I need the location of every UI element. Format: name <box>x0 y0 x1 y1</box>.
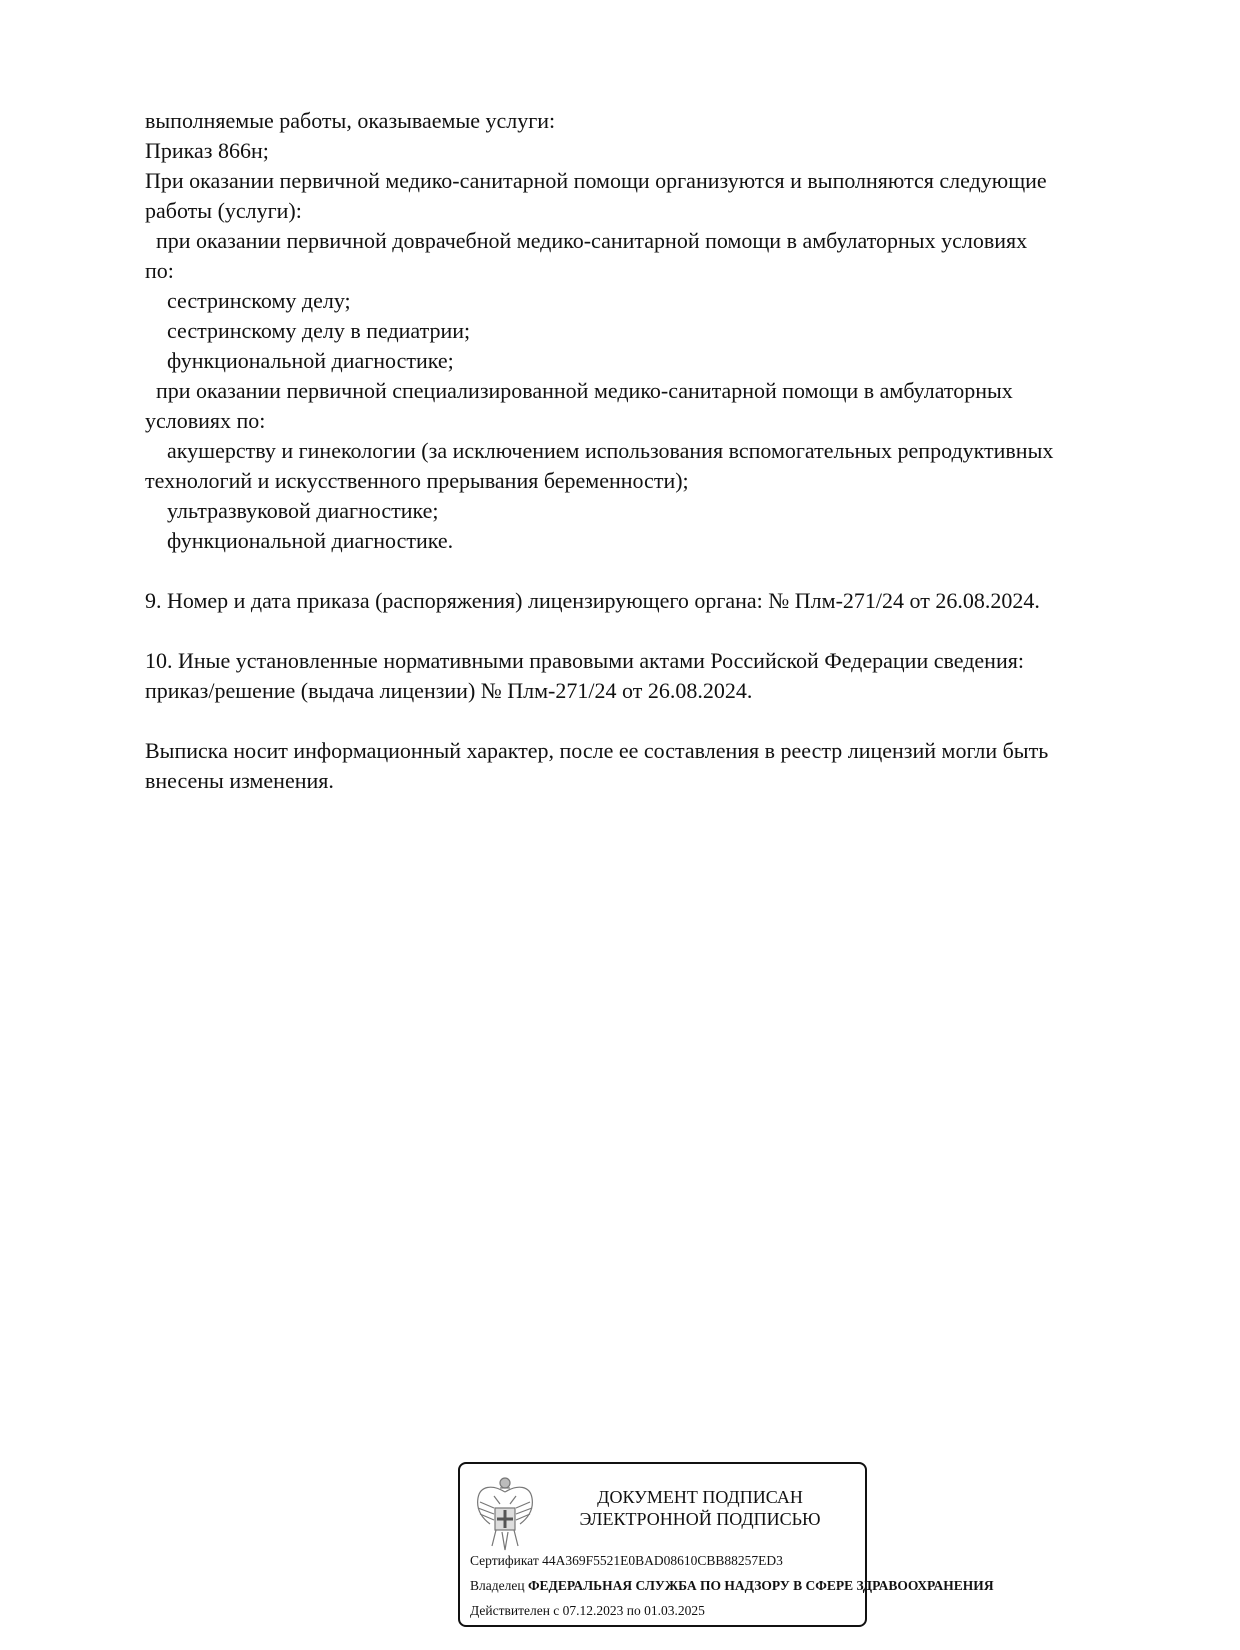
stamp-title-line1: ДОКУМЕНТ ПОДПИСАН <box>597 1487 803 1507</box>
text-line: 10. Иные установленные нормативными правовыми актами Российской Федерации сведения: <box>145 648 1024 673</box>
validity-line: Действителен с 07.12.2023 по 01.03.2025 <box>470 1603 705 1618</box>
owner-value: ФЕДЕРАЛЬНАЯ СЛУЖБА ПО НАДЗОРУ В СФЕРЕ ЗДРАВООХРАНЕНИЯ <box>527 1578 994 1593</box>
text-line: работы (услуги): <box>145 198 302 223</box>
text-line: условиях по: <box>145 408 266 433</box>
text-line: выполняемые работы, оказываемые услуги: <box>145 108 556 133</box>
text-line: функциональной диагностике. <box>145 528 454 553</box>
text-line: ультразвуковой диагностике; <box>145 498 439 523</box>
owner-label: Владелец <box>470 1578 525 1593</box>
text-line: приказ/решение (выдача лицензии) № Плм-271/24 от 26.08.2024. <box>145 678 753 703</box>
text-line: при оказании первичной доврачебной медико-санитарной помощи в амбулаторных условиях <box>145 228 1028 253</box>
owner-line <box>470 1578 994 1594</box>
text-line: Выписка носит информационный характер, после ее составления в реестр лицензий могли быть <box>145 738 1049 763</box>
text-line: технологий и искусственного прерывания беременности); <box>145 468 689 493</box>
stamp-title <box>550 1486 850 1530</box>
blank-line <box>145 556 1205 586</box>
blank-line <box>145 616 1205 646</box>
coat-of-arms-icon <box>472 1474 538 1554</box>
blank-line <box>145 706 1205 736</box>
text-line: При оказании первичной медико-санитарной помощи организуются и выполняются следующие <box>145 168 1047 193</box>
electronic-signature-stamp <box>458 1462 994 1627</box>
text-line: акушерству и гинекологии (за исключением использования вспомогательных репродуктивных <box>145 438 1054 463</box>
text-line: Приказ 866н; <box>145 138 269 163</box>
stamp-title-line2: ЭЛЕКТРОННОЙ ПОДПИСЬЮ <box>579 1509 821 1529</box>
certificate-line <box>470 1553 783 1569</box>
document-body <box>145 106 1205 796</box>
text-line: сестринскому делу в педиатрии; <box>145 318 471 343</box>
text-line: внесены изменения. <box>145 768 334 793</box>
text-line: сестринскому делу; <box>145 288 351 313</box>
certificate-value: 44A369F5521E0BAD08610CBB88257ED3 <box>542 1553 783 1568</box>
certificate-label: Сертификат <box>470 1553 539 1568</box>
text-line: 9. Номер и дата приказа (распоряжения) лицензирующего органа: № Плм-271/24 от 26.08.2024. <box>145 588 1040 613</box>
text-line: при оказании первичной специализированной медико-санитарной помощи в амбулаторных <box>145 378 1013 403</box>
text-line: функциональной диагностике; <box>145 348 454 373</box>
text-line: по: <box>145 258 174 283</box>
